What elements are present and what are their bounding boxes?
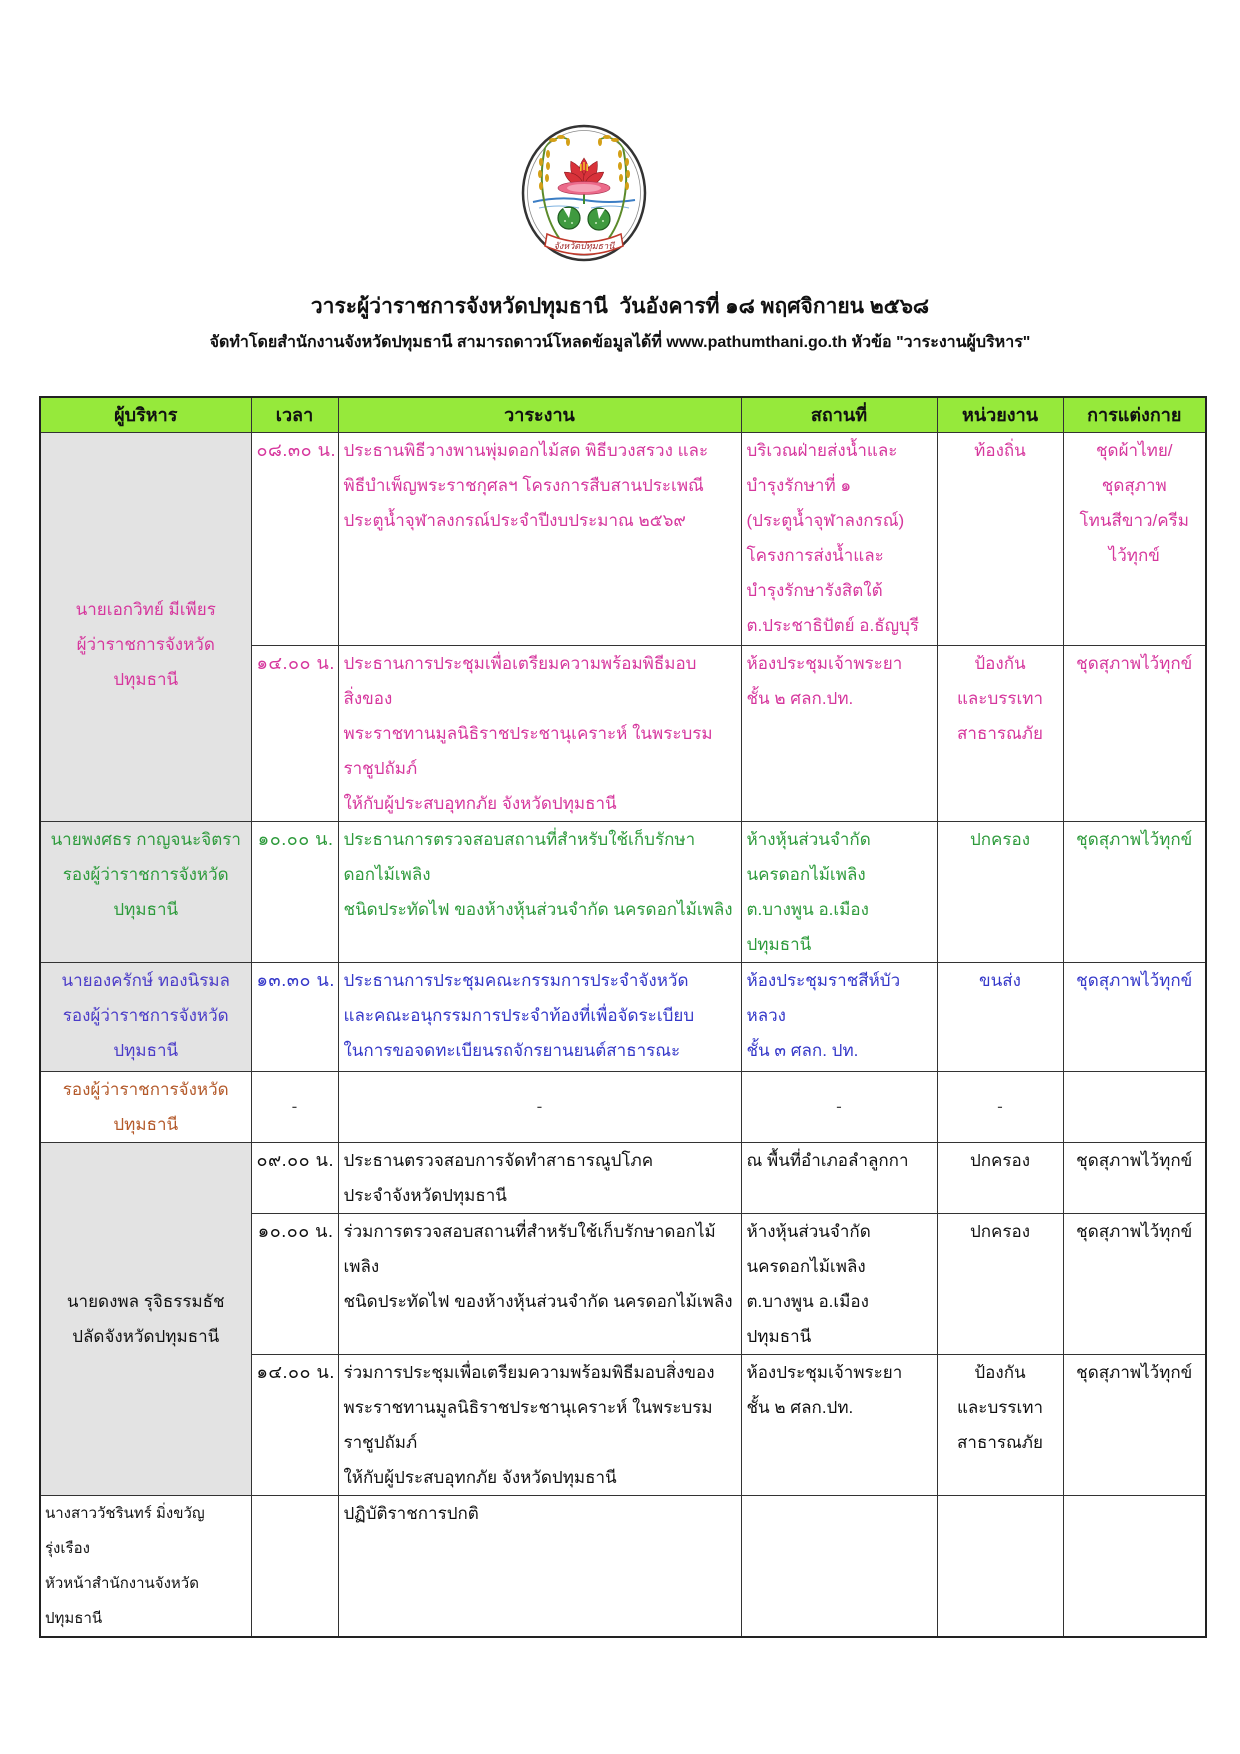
activity-line: พระราชทานมูลนิธิราชประชานุเคราะห์ ในพระบรมราชูปถัมภ์ — [343, 723, 713, 778]
time-cell: ๑๐.๐๐ น. — [251, 821, 338, 962]
executive-cell — [40, 432, 251, 821]
time-cell: ๑๐.๐๐ น. — [251, 1213, 338, 1354]
document-title: วาระผู้ว่าราชการจังหวัดปทุมธานี วันอังคารที่ ๑๘ พฤศจิกายน ๒๕๖๘ — [310, 295, 930, 318]
unit-cell — [937, 1142, 1063, 1213]
dress-cell — [1063, 821, 1206, 962]
activity-line: และคณะอนุกรรมการประจำท้องที่เพื่อจัดระเบียบ — [343, 1005, 695, 1025]
unit-line: ท้องถิ่น — [974, 440, 1026, 460]
location-cell — [741, 1142, 937, 1213]
location-cell — [741, 1495, 937, 1637]
time-cell: ๐๙.๐๐ น. — [251, 1142, 338, 1213]
location-line: นครดอกไม้เพลิง — [746, 1256, 866, 1276]
location-line: นครดอกไม้เพลิง — [746, 864, 866, 884]
executive-cell — [40, 1071, 251, 1142]
time-cell — [251, 1495, 338, 1637]
unit-cell — [937, 821, 1063, 962]
executive-position: หัวหน้าสำนักงานจังหวัดปทุมธานี — [45, 1574, 199, 1627]
unit-line: ป้องกัน — [974, 1362, 1026, 1382]
unit-cell — [937, 1354, 1063, 1495]
dress-line: โทนสีขาว/ครีม — [1079, 510, 1189, 530]
unit-cell — [937, 1213, 1063, 1354]
col-header-unit: หน่วยงาน — [937, 397, 1063, 432]
col-header-location: สถานที่ — [741, 397, 937, 432]
agenda-row — [40, 432, 1206, 645]
activity-line: ประธานตรวจสอบการจัดทำสาธารณูปโภค — [343, 1150, 654, 1170]
location-cell — [741, 1213, 937, 1354]
location-line: ชั้น ๒ ศลก.ปท. — [746, 688, 854, 708]
activity-cell — [338, 1495, 741, 1637]
agenda-row — [40, 1142, 1206, 1213]
executive-name: นายดงพล รุจิธรรมธัช — [66, 1291, 225, 1311]
dress-cell — [1063, 1495, 1206, 1637]
document-subtitle: จัดทำโดยสำนักงานจังหวัดปทุมธานี สามารถดาวน์โหลดข้อมูลได้ที่ www.pathumthani.go.th หัวข้อ "วาระงานผู้บริหาร" — [209, 334, 1031, 351]
location-line: ห้องประชุมเจ้าพระยา — [746, 1362, 903, 1382]
agenda-row — [40, 821, 1206, 962]
executive-name: นายเอกวิทย์ มีเพียร — [75, 600, 216, 619]
dress-line: ชุดผ้าไทย/ — [1095, 440, 1173, 460]
time-cell: ๐๘.๓๐ น. — [251, 432, 338, 645]
time-cell: - — [251, 1071, 338, 1142]
unit-cell — [937, 962, 1063, 1071]
unit-line: และบรรเทา — [956, 1397, 1044, 1417]
dress-cell — [1063, 1213, 1206, 1354]
executive-position: ปลัดจังหวัดปทุมธานี — [72, 1326, 220, 1346]
unit-line: - — [997, 1097, 1003, 1116]
unit-cell — [937, 1495, 1063, 1637]
activity-line: ประธานการประชุมเพื่อเตรียมความพร้อมพิธีมอบสิ่งของ — [343, 653, 697, 708]
dress-line: ชุดสุภาพไว้ทุกข์ — [1076, 653, 1193, 673]
executive-position: ผู้ว่าราชการจังหวัดปทุมธานี — [76, 635, 215, 689]
activity-line: ร่วมการประชุมเพื่อเตรียมความพร้อมพิธีมอบสิ่งของ — [343, 1362, 715, 1382]
activity-cell — [338, 645, 741, 821]
time-cell: ๑๓.๓๐ น. — [251, 962, 338, 1071]
unit-line: ป้องกัน — [974, 653, 1026, 673]
location-cell — [741, 962, 937, 1071]
dress-cell — [1063, 1071, 1206, 1142]
unit-line: สาธารณภัย — [957, 1432, 1043, 1452]
executive-cell — [40, 1495, 251, 1637]
col-header-agenda: วาระงาน — [338, 397, 741, 432]
unit-line: ปกครอง — [969, 829, 1031, 849]
activity-line: ชนิดประทัดไฟ ของห้างหุ้นส่วนจำกัด นครดอกไม้เพลิง — [343, 1291, 733, 1311]
unit-line: สาธารณภัย — [957, 723, 1043, 743]
seal-banner-text: จังหวัดปทุมธานี — [553, 242, 615, 252]
executive-name: นายพงศธร กาญจนะจิตรา — [50, 829, 241, 849]
location-line: ต.ประชาธิปัตย์ อ.ธัญบุรี — [746, 615, 920, 635]
dress-cell — [1063, 1142, 1206, 1213]
location-line: - — [836, 1097, 842, 1116]
location-line: ชั้น ๒ ศลก.ปท. — [746, 1397, 854, 1417]
location-line: ต.บางพูน อ.เมืองปทุมธานี — [746, 1291, 869, 1346]
unit-cell — [937, 645, 1063, 821]
activity-cell — [338, 1213, 741, 1354]
executive-cell — [40, 962, 251, 1071]
activity-line: ให้กับผู้ประสบอุทกภัย จังหวัดปทุมธานี — [343, 793, 617, 813]
activity-line: พระราชทานมูลนิธิราชประชานุเคราะห์ ในพระบรมราชูปถัมภ์ — [343, 1397, 713, 1452]
activity-line: ประธานพิธีวางพานพุ่มดอกไม้สด พิธีบวงสรวง และ — [343, 440, 709, 460]
provincial-seal-logo — [519, 122, 649, 264]
activity-line: ประธานการประชุมคณะกรรมการประจำจังหวัด — [343, 970, 689, 990]
col-header-time: เวลา — [251, 397, 338, 432]
agenda-row — [40, 1495, 1206, 1637]
unit-cell — [937, 1071, 1063, 1142]
activity-cell — [338, 1142, 741, 1213]
location-line: บริเวณฝ่ายส่งน้ำและ — [746, 440, 898, 460]
executive-position: รองผู้ว่าราชการจังหวัดปทุมธานี — [62, 1079, 229, 1134]
dress-cell — [1063, 962, 1206, 1071]
unit-line: ปกครอง — [969, 1150, 1031, 1170]
header-row — [40, 397, 1206, 432]
dress-cell — [1063, 432, 1206, 645]
activity-line: ประจำจังหวัดปทุมธานี — [343, 1185, 507, 1205]
executive-name: นางสาววัชรินทร์ มิ่งขวัญรุ่งเรือง — [45, 1504, 205, 1557]
dress-cell — [1063, 1354, 1206, 1495]
executive-cell — [40, 1142, 251, 1495]
activity-cell — [338, 432, 741, 645]
unit-line: ขนส่ง — [979, 970, 1021, 990]
activity-line: ชนิดประทัดไฟ ของห้างหุ้นส่วนจำกัด นครดอกไม้เพลิง — [343, 899, 733, 919]
dress-line: ชุดสุภาพไว้ทุกข์ — [1076, 1150, 1193, 1170]
activity-line: ประธานการตรวจสอบสถานที่สำหรับใช้เก็บรักษาดอกไม้เพลิง — [343, 829, 696, 884]
activity-line: ร่วมการตรวจสอบสถานที่สำหรับใช้เก็บรักษาดอกไม้เพลิง — [343, 1221, 716, 1276]
location-line: (ประตูน้ำจุฬาลงกรณ์) — [746, 510, 905, 530]
location-line: ห้องประชุมเจ้าพระยา — [746, 653, 903, 673]
dress-line: ชุดสุภาพไว้ทุกข์ — [1076, 829, 1193, 849]
location-cell — [741, 821, 937, 962]
agenda-row — [40, 962, 1206, 1071]
location-line: ชั้น ๓ ศลก. ปท. — [746, 1040, 859, 1060]
activity-line: ปฏิบัติราชการปกติ — [343, 1503, 479, 1523]
executive-position: รองผู้ว่าราชการจังหวัดปทุมธานี — [62, 1005, 229, 1060]
executive-position: รองผู้ว่าราชการจังหวัดปทุมธานี — [62, 864, 229, 919]
col-header-dress: การแต่งกาย — [1063, 397, 1206, 432]
activity-cell — [338, 962, 741, 1071]
location-line: ห้างหุ้นส่วนจำกัด — [746, 1221, 871, 1241]
activity-cell — [338, 1071, 741, 1142]
executive-cell — [40, 821, 251, 962]
activity-line: ให้กับผู้ประสบอุทกภัย จังหวัดปทุมธานี — [343, 1467, 617, 1487]
dress-line: ไว้ทุกข์ — [1108, 545, 1160, 565]
location-cell — [741, 1071, 937, 1142]
col-header-executive: ผู้บริหาร — [40, 397, 251, 432]
unit-cell — [937, 432, 1063, 645]
dress-line: ชุดสุภาพไว้ทุกข์ — [1076, 970, 1193, 990]
location-cell — [741, 432, 937, 645]
time-cell: ๑๔.๐๐ น. — [251, 1354, 338, 1495]
dress-line: ชุดสุภาพไว้ทุกข์ — [1076, 1362, 1193, 1382]
executive-name: นายองครักษ์ ทองนิรมล — [61, 970, 230, 990]
dress-cell — [1063, 645, 1206, 821]
location-line: ห้องประชุมราชสีห์บัวหลวง — [746, 970, 901, 1025]
location-cell — [741, 1354, 937, 1495]
dress-line: ชุดสุภาพ — [1101, 475, 1167, 495]
location-line: ณ พื้นที่อำเภอลำลูกกา — [746, 1150, 909, 1170]
unit-line: ปกครอง — [969, 1221, 1031, 1241]
location-line: โครงการส่งน้ำและ — [746, 545, 884, 565]
location-line: บำรุงรักษารังสิตใต้ — [746, 580, 883, 600]
agenda-table — [39, 396, 1207, 1638]
dress-line: ชุดสุภาพไว้ทุกข์ — [1076, 1221, 1193, 1241]
location-line: ห้างหุ้นส่วนจำกัด — [746, 829, 871, 849]
activity-line: พิธีบำเพ็ญพระราชกุศลฯ โครงการสืบสานประเพณี — [343, 475, 704, 495]
activity-cell — [338, 821, 741, 962]
unit-line: และบรรเทา — [956, 688, 1044, 708]
agenda-row — [40, 1071, 1206, 1142]
time-cell: ๑๔.๐๐ น. — [251, 645, 338, 821]
location-line: บำรุงรักษาที่ ๑ — [746, 475, 852, 495]
activity-cell — [338, 1354, 741, 1495]
activity-line: ประตูน้ำจุฬาลงกรณ์ประจำปีงบประมาณ ๒๕๖๙ — [343, 510, 686, 530]
location-line: ต.บางพูน อ.เมืองปทุมธานี — [746, 899, 869, 954]
location-cell — [741, 645, 937, 821]
activity-line: ในการขอจดทะเบียนรถจักรยานยนต์สาธารณะ — [343, 1040, 681, 1060]
activity-line: - — [536, 1097, 543, 1116]
